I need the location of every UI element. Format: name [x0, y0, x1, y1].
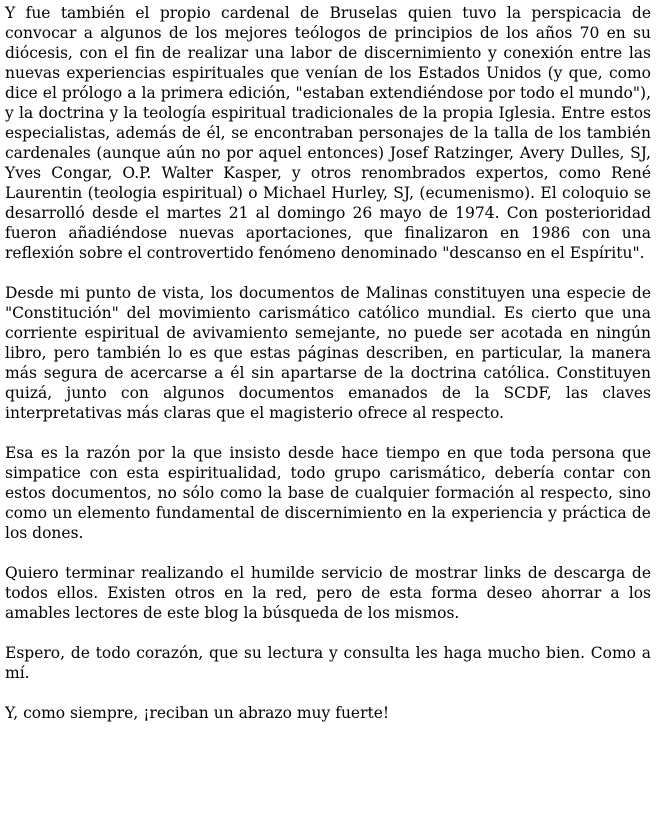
paragraph-recommendation: Esa es la razón por la que insisto desde hace tiempo en que toda persona que simpatice con esta espiritualidad, todo grupo carismático, debería contar con estos documentos, no sólo como la base de cualquier formación al respecto, sino como un elemento fundamental de discernimiento en la experiencia y práctica de los dones. — [5, 444, 651, 542]
paragraph-wishes: Espero, de todo corazón, que su lectura y consulta les haga mucho bien. Como a mí. — [5, 644, 651, 682]
paragraph-constitution: Desde mi punto de vista, los documentos de Malinas constituyen una especie de "Constitución" del movimiento carismático católico mundial. Es cierto que una corriente espiritual de avivamiento semejante, no puede ser acotada en ningún libro, pero también lo es que estas páginas describen, en particular, la manera más segura de acercarse a él sin apartarse de la doctrina católica. Constituyen quizá, junto con algunos documentos emanados de la SCDF, las claves interpretativas más claras que el magisterio ofrece al respecto. — [5, 284, 651, 422]
paragraph-farewell: Y, como siempre, ¡reciban un abrazo muy fuerte! — [5, 704, 390, 722]
paragraph-malinas-origin: Y fue también el propio cardenal de Bruselas quien tuvo la perspicacia de convocar a algunos de los mejores teólogos de principios de los años 70 en su diócesis, con el fin de realizar una labor de discernimiento y conexión entre las nuevas experiencias espirituales que venían de los Estados Unidos (y que, como dice el prólogo a la primera edición, "estaban extendiéndose por todo el mundo"), y la doctrina y la teología espiritual tradicionales de la propia Iglesia. Entre estos especialistas, además de él, se encontraban personajes de la talla de los también cardenales (aunque aún no por aquel entonces) Josef Ratzinger, Avery Dulles, SJ, Yves Congar, O.P. Walter Kasper, y otros renombrados expertos, como René Laurentin (teologia espiritual) o Michael Hurley, SJ, (ecumenismo). El coloquio se desarrolló desde el martes 21 al domingo 26 mayo de 1974. Con posterioridad fueron añadiéndose nuevas aportaciones, que finalizaron en 1986 con una reflexión sobre el controvertido fenómeno denominado "descanso en el Espíritu". — [5, 4, 651, 262]
paragraph-download-links: Quiero terminar realizando el humilde servicio de mostrar links de descarga de todos ellos. Existen otros en la red, pero de esta forma deseo ahorrar a los amables lectores de este blog la búsqueda de los mismos. — [5, 564, 651, 622]
